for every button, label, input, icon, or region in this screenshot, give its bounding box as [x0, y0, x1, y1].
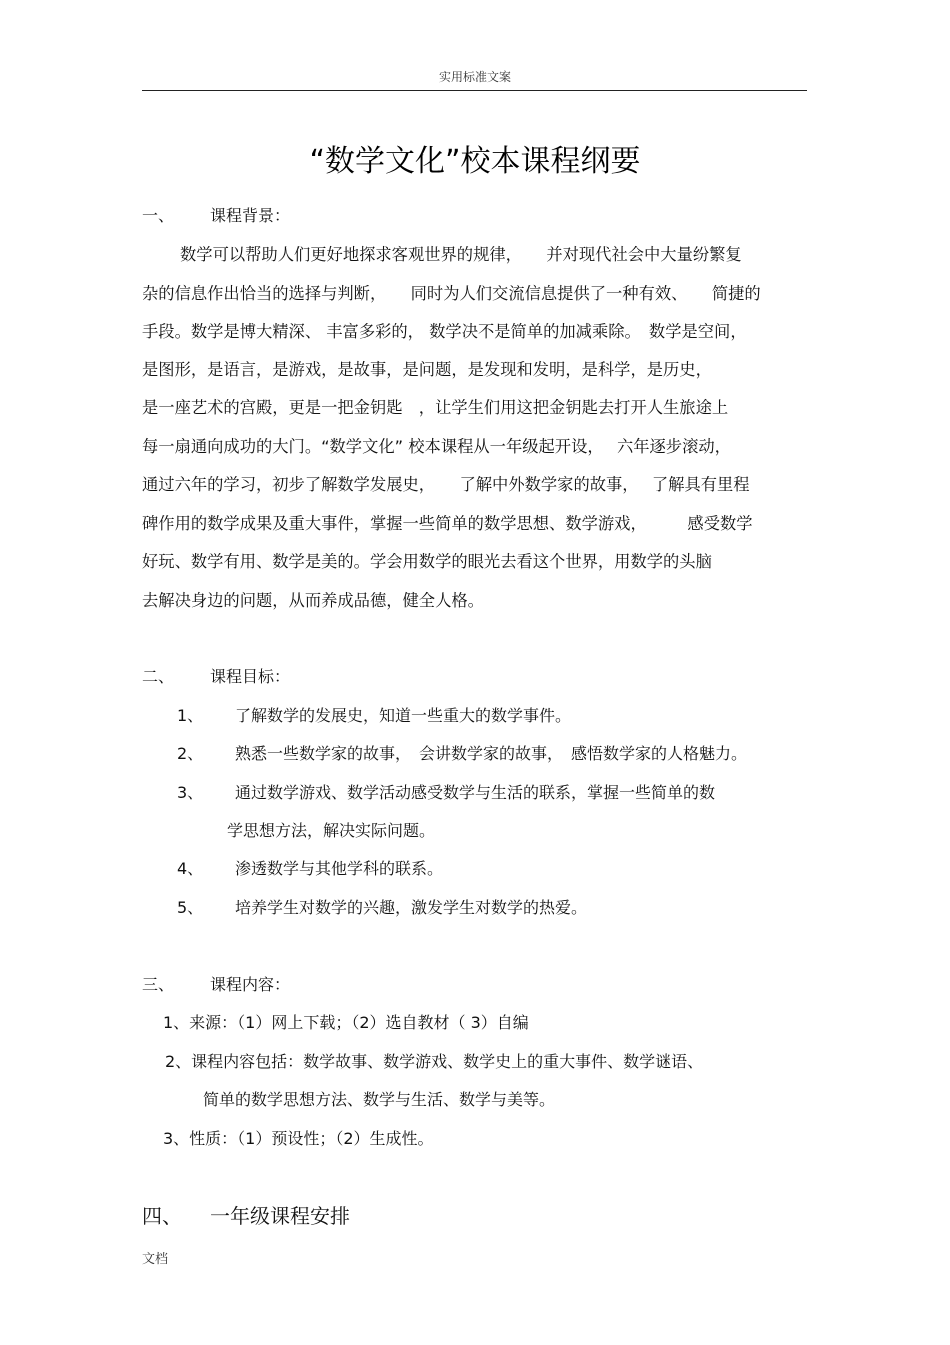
section3-heading — [142, 972, 290, 995]
content-line: 简单的数学思想方法、数学与生活、数学与美等。 — [203, 1090, 556, 1109]
header-rule — [142, 90, 807, 91]
document-title: “数学文化”校本课程纲要 — [309, 144, 641, 179]
section1-line: 手段。数学是博大精深、 丰富多彩的， 数学决不是简单的加减乘除。 数学是空间， — [142, 322, 747, 341]
goal-item — [177, 856, 817, 878]
section1-heading — [142, 203, 290, 226]
section3-title: 课程内容： — [210, 975, 291, 994]
goal-item-text: 熟悉一些数学家的故事， 会讲数学家的故事， 感悟数学家的人格魅力。 — [235, 744, 748, 763]
section1-line: 每一扇通向成功的大门。“数学文化” 校本课程从一年级起开设， 六年逐步滚动， — [142, 437, 731, 456]
section1-line: 碑作用的数学成果及重大事件，掌握一些简单的数学思想、数学游戏， 感受数学 — [142, 514, 753, 533]
section1-line: 去解决身边的问题，从而养成品德，健全人格。 — [142, 591, 484, 610]
goal-item-text: 了解数学的发展史，知道一些重大的数学事件。 — [235, 706, 572, 725]
goal-item — [177, 703, 817, 725]
section4-title: 一年级课程安排 — [210, 1204, 350, 1228]
goal-item-text: 渗透数学与其他学科的联系。 — [235, 859, 444, 878]
page-footer: 文档 — [142, 1252, 169, 1267]
goal-item — [177, 741, 817, 763]
section1-title: 课程背景： — [210, 206, 291, 225]
section1-line: 数学可以帮助人们更好地探求客观世界的规律， 并对现代社会中大量纷繁复 — [180, 245, 742, 264]
section4-heading — [142, 1200, 350, 1229]
goal-item-number: 2、 — [177, 744, 204, 763]
section1-line: 是图形，是语言，是游戏，是故事，是问题，是发现和发明，是科学，是历史， — [142, 360, 712, 379]
goal-item-number: 4、 — [177, 859, 204, 878]
goal-item — [177, 895, 817, 917]
goal-item-number: 1、 — [177, 706, 204, 725]
section3-number: 三、 — [142, 975, 175, 994]
section1-line: 好玩、数学有用、数学是美的。学会用数学的眼光去看这个世界，用数学的头脑 — [142, 552, 712, 571]
section2-title: 课程目标： — [210, 667, 291, 686]
goal-item-text: 通过数学游戏、数学活动感受数学与生活的联系，掌握一些简单的数 — [235, 783, 716, 802]
section1-line: 杂的信息作出恰当的选择与判断， 同时为人们交流信息提供了一种有效、 简捷的 — [142, 284, 761, 303]
goal-item-text: 培养学生对数学的兴趣，激发学生对数学的热爱。 — [235, 898, 588, 917]
section2-heading — [142, 664, 290, 687]
goal-item-text: 学思想方法，解决实际问题。 — [227, 821, 436, 840]
content-line: 1、来源：（1）网上下载；（2）选自教材（ 3）自编 — [163, 1013, 529, 1032]
section2-number: 二、 — [142, 667, 175, 686]
content-line: 3、性质：（1）预设性；（2）生成性。 — [163, 1129, 434, 1148]
section1-number: 一、 — [142, 206, 175, 225]
section1-line: 是一座艺术的宫殿，更是一把金钥匙 ，让学生们用这把金钥匙去打开人生旅途上 — [142, 398, 729, 417]
goal-item-continuation — [177, 818, 817, 840]
content-line: 2、课程内容包括：数学故事、数学游戏、数学史上的重大事件、数学谜语、 — [165, 1052, 704, 1071]
goal-item-number: 3、 — [177, 783, 204, 802]
page-header: 实用标准文案 — [438, 70, 511, 84]
section4-number: 四、 — [142, 1204, 182, 1228]
goal-item-number: 5、 — [177, 898, 204, 917]
section1-line: 通过六年的学习，初步了解数学发展史， 了解中外数学家的故事， 了解具有里程 — [142, 475, 750, 494]
goal-item — [177, 780, 817, 802]
